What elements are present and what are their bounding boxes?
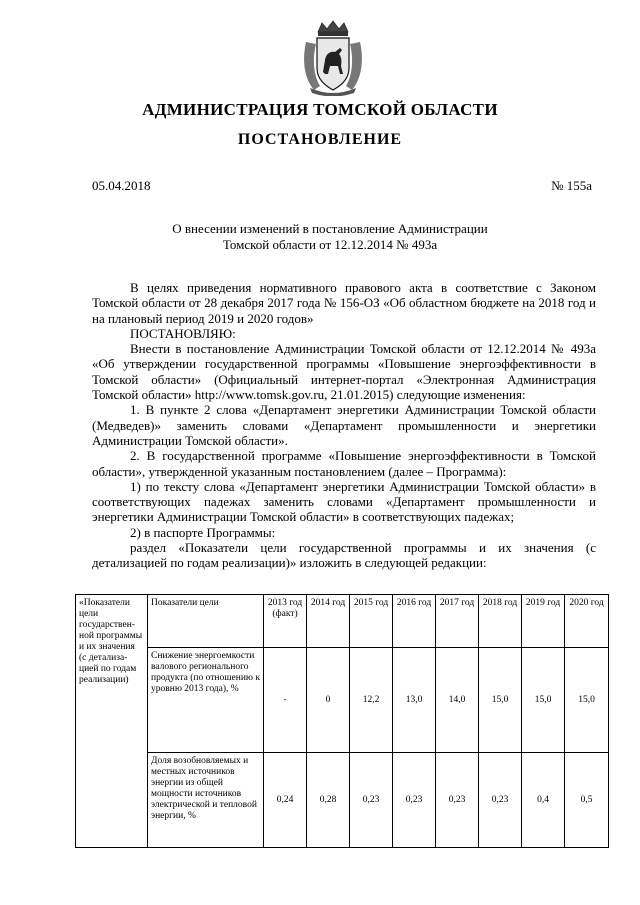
paragraph-subitem-1: 1) по тексту слова «Департамент энергетики Администрации Томской области» в соответствующих падежах заменить словами «Департамент промышленности и энергетики Администрации Томской области» в соответствующих падежах; xyxy=(92,478,596,525)
table-header-row xyxy=(76,595,609,648)
value-cell: - xyxy=(264,648,307,753)
paragraph-amend: Внести в постановление Администрации Томской области от 12.12.2014 № 493а «Об утверждении государственной программы «Повышение энергоэффективности в Томской области» (Официальный интернет-портал «Электронная Администрация Томской области» http://www.tomsk.gov.ru, 21.01.2015) следующие изменения: xyxy=(92,341,596,403)
value-cell: 15,0 xyxy=(565,648,609,753)
paragraph-item-2: 2. В государственной программе «Повышение энергоэффективности в Томской области», утвержденной указанным постановлением (далее – Программа): xyxy=(92,448,596,479)
year-header-cell: 2015 год xyxy=(350,595,393,648)
value-cell: 0,23 xyxy=(479,753,522,848)
value-cell: 12,2 xyxy=(350,648,393,753)
indicators-table xyxy=(75,594,609,848)
organization-title: АДМИНИСТРАЦИЯ ТОМСКОЙ ОБЛАСТИ xyxy=(142,100,498,119)
value-cell: 0,24 xyxy=(264,753,307,848)
document-number: № 155а xyxy=(551,178,592,193)
paragraph-preamble: В целях приведения нормативного правового акта в соответствие с Законом Томской области от 28 декабря 2017 года № 156-ОЗ «Об областном бюджете на 2018 год и на плановый период 2019 и 2020 годов» xyxy=(92,280,596,326)
subject-line-1: О внесении изменений в постановление Администрации xyxy=(172,221,488,236)
year-header-cell: 2014 год xyxy=(307,595,350,648)
table-row xyxy=(76,648,609,753)
value-cell: 0,28 xyxy=(307,753,350,848)
year-header-cell: 2016 год xyxy=(393,595,436,648)
paragraph-subitem-2: 2) в паспорте Программы: xyxy=(130,524,276,540)
document-body xyxy=(92,280,596,571)
subject-line-2: Томской области от 12.12.2014 № 493а xyxy=(222,237,438,252)
paragraph-section: раздел «Показатели цели государственной программы и их значения (с детализацией по годам реализации)» изложить в следующей редакции: xyxy=(92,540,596,571)
year-header-cell: 2020 год xyxy=(565,595,609,648)
section-label-cell: «Показатели цели государствен-ной программы и их значения (с детализа-цией по годам реализации) xyxy=(76,595,148,848)
year-header-cell: 2018 год xyxy=(479,595,522,648)
year-header-cell: 2013 год (факт) xyxy=(264,595,307,648)
indicator-name-cell: Доля возобновляемых и местных источников энергии из общей мощности источников электрической и тепловой энергии, % xyxy=(148,753,264,848)
document-subject xyxy=(130,221,530,253)
paragraph-resolve: ПОСТАНОВЛЯЮ: xyxy=(130,325,236,341)
value-cell: 0,23 xyxy=(436,753,479,848)
indicators-header-cell: Показатели цели xyxy=(148,595,264,648)
document-type: ПОСТАНОВЛЕНИЕ xyxy=(237,131,403,148)
value-cell: 0,5 xyxy=(565,753,609,848)
year-header-cell: 2019 год xyxy=(522,595,565,648)
paragraph-item-1: 1. В пункте 2 слова «Департамент энергетики Администрации Томской области (Медведев)» заменить словами «Департамент промышленности и энергетики Администрации Томской области». xyxy=(92,402,596,448)
value-cell: 0 xyxy=(307,648,350,753)
year-header-cell: 2017 год xyxy=(436,595,479,648)
value-cell: 15,0 xyxy=(522,648,565,753)
value-cell: 14,0 xyxy=(436,648,479,753)
value-cell: 0,23 xyxy=(393,753,436,848)
indicator-name-cell: Снижение энергоемкости валового регионального продукта (по отношению к уровню 2013 года), % xyxy=(148,648,264,753)
coat-of-arms-icon xyxy=(300,20,366,96)
value-cell: 13,0 xyxy=(393,648,436,753)
value-cell: 15,0 xyxy=(479,648,522,753)
document-date: 05.04.2018 xyxy=(92,178,151,193)
table-row xyxy=(76,753,609,848)
value-cell: 0,4 xyxy=(522,753,565,848)
value-cell: 0,23 xyxy=(350,753,393,848)
